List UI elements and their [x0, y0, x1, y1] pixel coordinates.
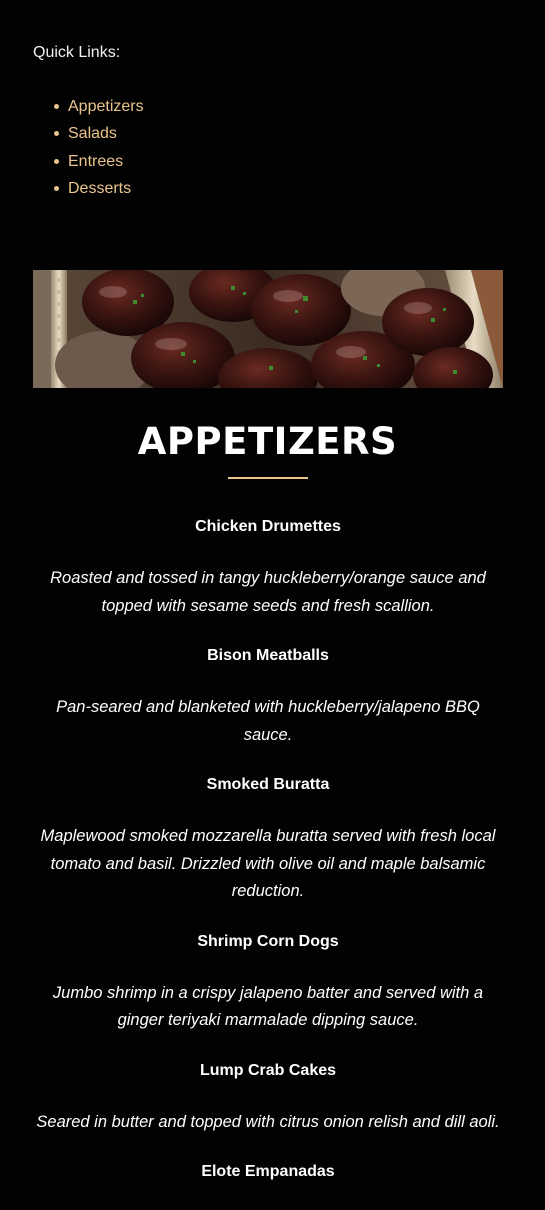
- menu-item: [33, 1058, 503, 1137]
- section-title: APPETIZERS: [137, 420, 398, 463]
- bullet-icon: [54, 131, 59, 136]
- quick-links-list: [33, 93, 503, 202]
- title-underline-divider: [228, 477, 308, 479]
- menu-item-name: Shrimp Corn Dogs: [197, 932, 339, 950]
- quick-link-appetizers[interactable]: Appetizers: [68, 98, 144, 115]
- menu-item: [33, 929, 503, 1035]
- menu-item-description: Roasted and tossed in tangy huckleberry/orange sauce and topped with sesame seeds and fresh scallion.: [50, 569, 486, 615]
- menu-item-description: Jumbo shrimp in a crispy jalapeno batter and served with a ginger teriyaki marmalade dipping sauce.: [52, 983, 484, 1029]
- menu-item: [33, 772, 503, 906]
- menu-item: [33, 1159, 503, 1185]
- menu-item-name: Lump Crab Cakes: [199, 1061, 337, 1079]
- menu-item-description: Pan-seared and blanketed with huckleberry/jalapeno BBQ sauce.: [56, 698, 480, 744]
- menu-item-name: Smoked Buratta: [206, 776, 330, 793]
- meatballs-photo: [33, 270, 503, 388]
- menu-item-description: Maplewood smoked mozzarella buratta served with fresh local tomato and basil. Drizzled with olive oil and maple balsamic reduction.: [40, 827, 496, 900]
- menu-item-name: Bison Meatballs: [207, 647, 329, 664]
- menu-item: [33, 643, 503, 749]
- quick-link-desserts[interactable]: Desserts: [68, 179, 132, 197]
- quick-links-label: Quick Links:: [33, 44, 121, 61]
- quick-links: [33, 42, 503, 202]
- quick-link-item: [54, 93, 503, 120]
- menu-item-name: Elote Empanadas: [201, 1163, 335, 1180]
- appetizers-hero-image: [33, 270, 503, 388]
- menu-item-name: Chicken Drumettes: [195, 518, 341, 535]
- menu-list: [33, 514, 503, 1210]
- bullet-icon: [54, 186, 59, 191]
- quick-link-salads[interactable]: Salads: [68, 125, 117, 143]
- bullet-icon: [54, 159, 59, 164]
- menu-item-description: Seared in butter and topped with citrus onion relish and dill aoli.: [36, 1112, 500, 1131]
- quick-link-item: [54, 148, 503, 175]
- quick-link-item: [54, 175, 503, 202]
- menu-item: [33, 514, 503, 620]
- bullet-icon: [54, 104, 59, 109]
- quick-link-item: [54, 120, 503, 147]
- quick-link-entrees[interactable]: Entrees: [68, 152, 124, 170]
